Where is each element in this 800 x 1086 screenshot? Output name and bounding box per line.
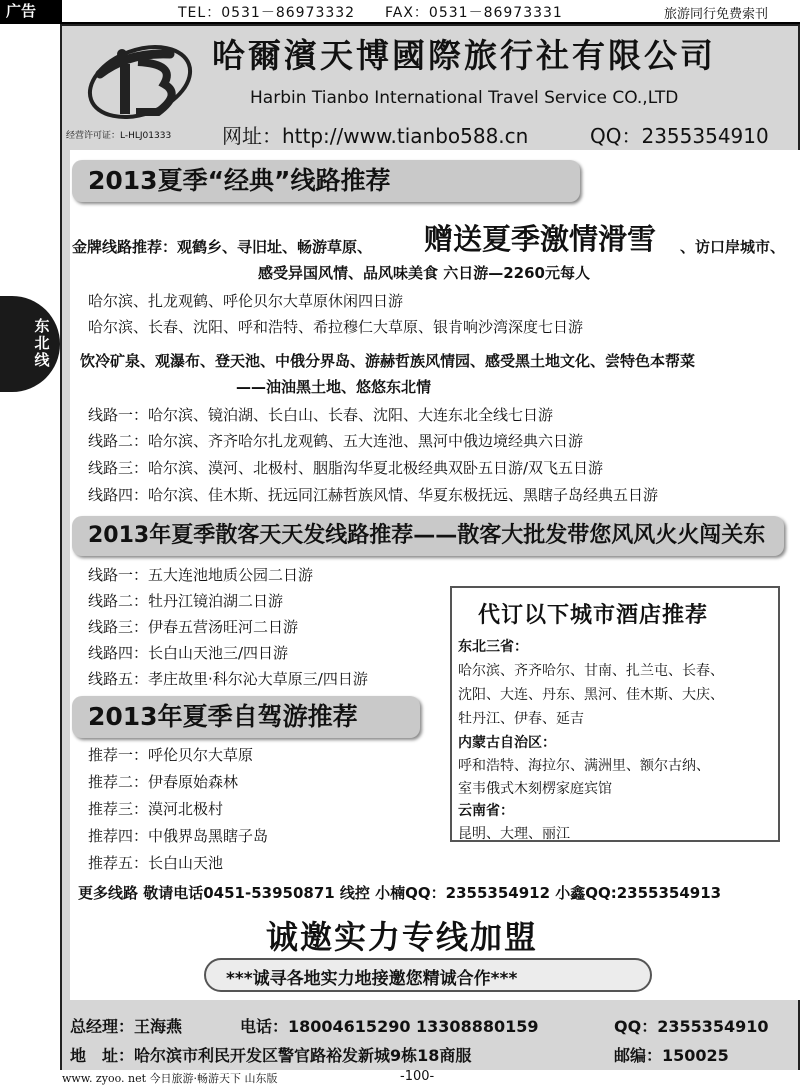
hotel-city-list: 昆明、大理、丽江 [458, 826, 570, 842]
list-item: 线路一：五大连池地质公园二日游 [88, 566, 314, 584]
invite-text: ***诚寻各地实力地接邀您精诚合作*** [226, 969, 518, 989]
footer-manager: 总经理：王海燕 [70, 1017, 183, 1036]
selfdrive-banner: 2013年夏季自驾游推荐 [72, 696, 420, 738]
footer-address: 地 址：哈尔滨市利民开发区警官路裕发新城9栋18商服 [70, 1046, 472, 1065]
list-item: 哈尔滨、扎龙观鹤、呼伦贝尔大草原休闲四日游 [88, 292, 404, 310]
side-tab-label: 东北线 [34, 317, 50, 369]
gold-route-suffix: 、访口岸城市、 [680, 238, 786, 256]
classic-banner: 2013夏季“经典”线路推荐 [72, 160, 580, 202]
footer-phone: 电话：18004615290 13308880159 [240, 1017, 539, 1036]
ad-label: 广告 [0, 0, 62, 22]
hotel-city-list: 牡丹江、伊春、延吉 [458, 711, 584, 727]
gold-route-prefix: 金牌线路推荐：观鹤乡、寻旧址、畅游草原、 [72, 238, 373, 256]
footer-postcode: 邮编：150025 [614, 1046, 729, 1065]
hotel-region-heading: 云南省： [458, 803, 514, 819]
hotel-city-list: 室韦俄式木刻楞家庭宾馆 [458, 781, 612, 797]
gold-route-highlight: 赠送夏季激情滑雪 [424, 222, 657, 256]
list-item: 线路四：长白山天池三/四日游 [88, 644, 289, 662]
scatter-banner: 2013年夏季散客天天发线路推荐——散客大批发带您风风火火闯关东 [72, 516, 784, 556]
list-item: 线路四：哈尔滨、佳木斯、抚远同江赫哲族风情、华夏东极抚远、黑瞎子岛经典五日游 [88, 486, 659, 504]
hotel-city-list: 呼和浩特、海拉尔、满洲里、额尔古纳、 [458, 758, 710, 774]
highlight-line: 饮冷矿泉、观瀑布、登天池、中俄分界岛、游赫哲族风情园、感受黑土地文化、尝特色本帮菜 [80, 352, 696, 370]
list-item: 推荐四：中俄界岛黑瞎子岛 [88, 827, 269, 845]
company-logo [78, 32, 198, 127]
join-headline: 诚邀实力专线加盟 [266, 918, 539, 956]
top-right-text: 旅游同行免费索刊 [664, 7, 769, 22]
header-qq: QQ：2355354910 [590, 124, 769, 148]
list-item: 推荐一：呼伦贝尔大草原 [88, 746, 254, 764]
list-item: 线路三：哈尔滨、漠河、北极村、胭脂沟华夏北极经典双卧五日游/双飞五日游 [88, 459, 604, 477]
hotel-city-list: 沈阳、大连、丹东、黑河、佳木斯、大庆、 [458, 687, 724, 703]
top-tel: TEL：0531－86973332 [178, 5, 356, 21]
list-item: 推荐三：漠河北极村 [88, 800, 224, 818]
gold-route-price: 感受异国风情、品风味美食 六日游—2260元每人 [258, 264, 590, 282]
hotel-title: 代订以下城市酒店推荐 [478, 602, 709, 628]
list-item: 线路三：伊春五营汤旺河二日游 [88, 618, 299, 636]
highlight-slogan: ——油油黑土地、悠悠东北情 [236, 378, 432, 396]
list-item: 推荐五：长白山天池 [88, 854, 224, 872]
company-name-cn: 哈爾濱天博國際旅行社有限公司 [212, 36, 716, 75]
list-item: 线路一：哈尔滨、镜泊湖、长白山、长春、沈阳、大连东北全线七日游 [88, 406, 554, 424]
more-lines-contact: 更多线路 敬请电话0451-53950871 线控 小楠QQ：2355354912 小鑫QQ:2355354913 [78, 884, 722, 902]
list-item: 哈尔滨、长春、沈阳、呼和浩特、希拉穆仁大草原、银肯响沙湾深度七日游 [88, 318, 584, 336]
company-name-en: Harbin Tianbo International Travel Service CO.,LTD [250, 88, 679, 108]
license-number: 经营许可证：L-HLJ01333 [66, 131, 172, 141]
list-item: 线路二：牡丹江镜泊湖二日游 [88, 592, 284, 610]
page-number: -100- [400, 1069, 435, 1084]
bottom-source: www. zyoo. net 今日旅游·畅游天下 山东版 [62, 1072, 278, 1085]
list-item: 推荐二：伊春原始森林 [88, 773, 239, 791]
hotel-region-heading: 内蒙古自治区： [458, 735, 556, 751]
footer-qq: QQ：2355354910 [614, 1017, 769, 1036]
hotel-region-heading: 东北三省： [458, 639, 528, 655]
top-fax: FAX：0531－86973331 [385, 5, 563, 21]
list-item: 线路五：孝庄故里·科尔沁大草原三/四日游 [88, 670, 368, 688]
hotel-city-list: 哈尔滨、齐齐哈尔、甘南、扎兰屯、长春、 [458, 663, 724, 679]
list-item: 线路二：哈尔滨、齐齐哈尔扎龙观鹤、五大连池、黑河中俄边境经典六日游 [88, 432, 584, 450]
website-link[interactable]: 网址：http://www.tianbo588.cn [222, 124, 529, 148]
